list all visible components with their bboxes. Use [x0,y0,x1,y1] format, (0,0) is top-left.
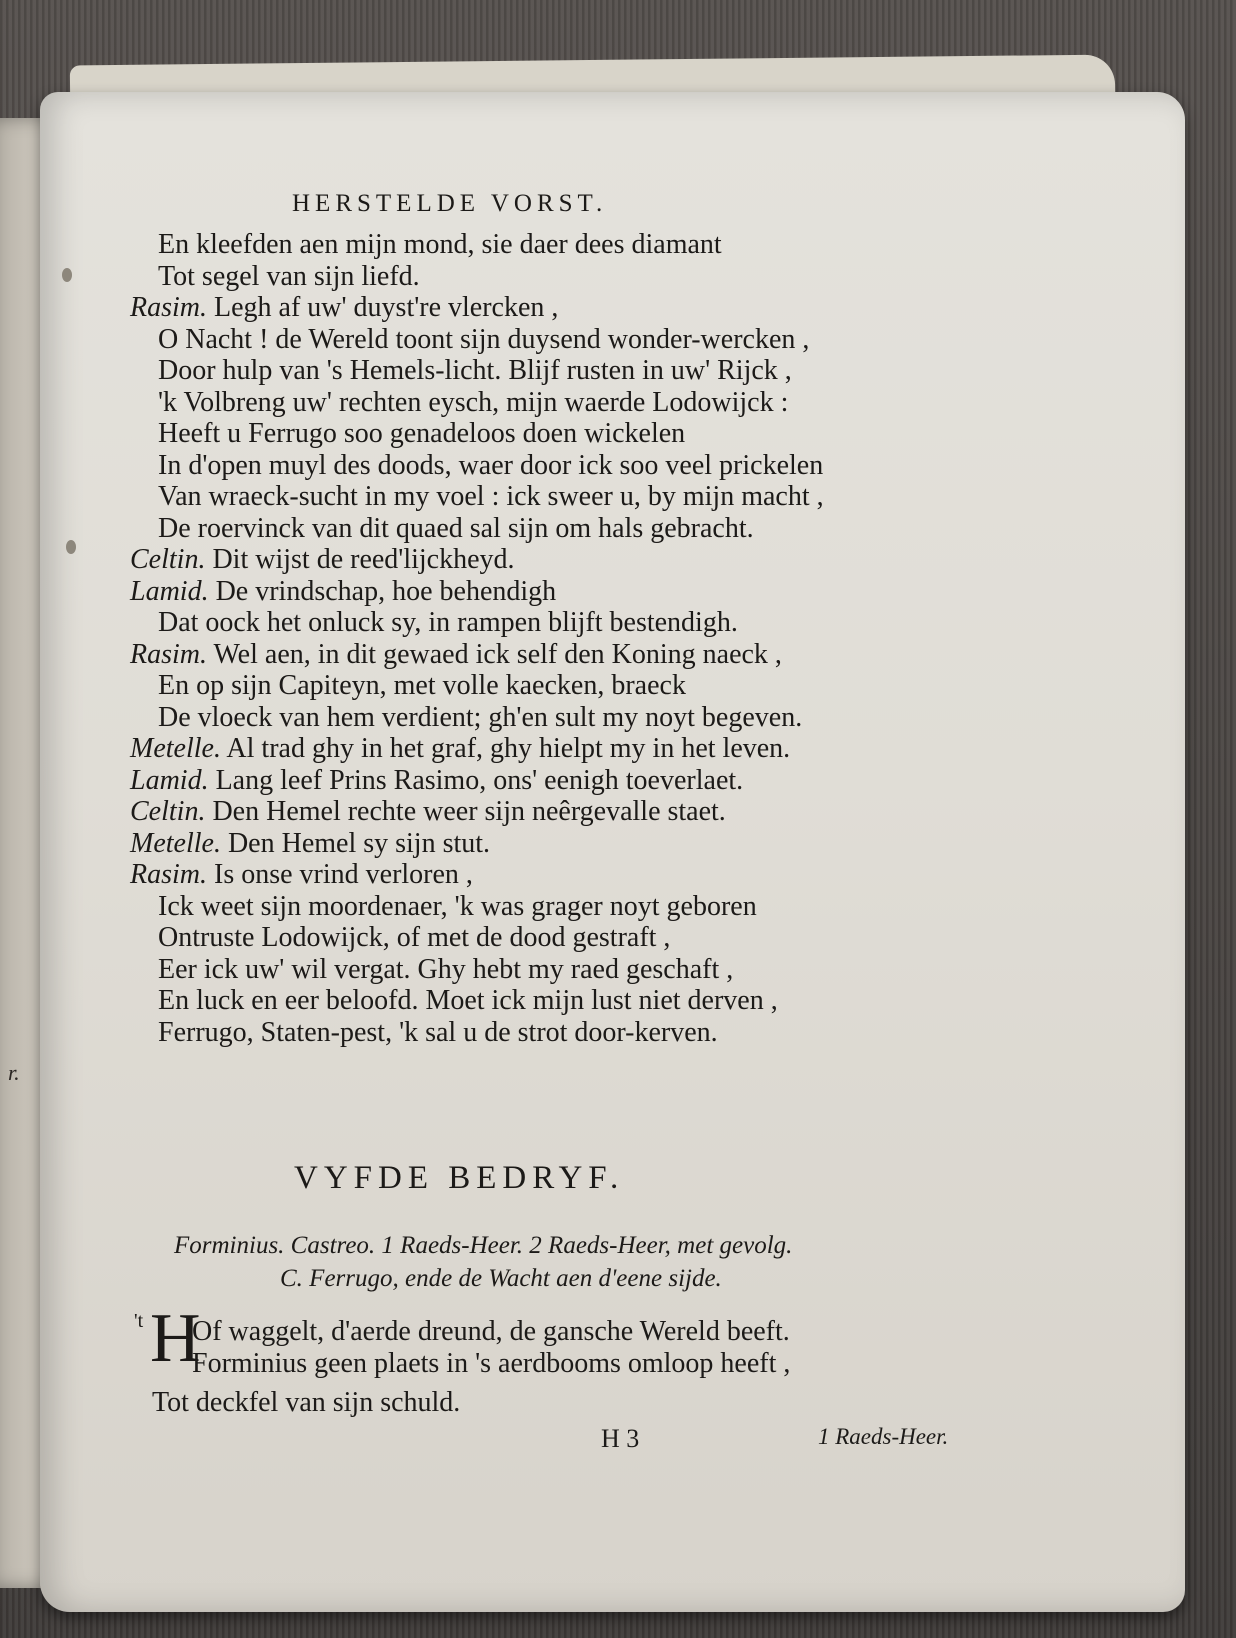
cast-list: Forminius. Castreo. 1 Raeds-Heer. 2 Raeds-Heer, met gevolg. [174,1232,793,1259]
verse-line: En kleefden aen mijn mond, sie daer dees diamant [158,229,722,260]
verse-line: Metelle. Al trad ghy in het graf, ghy hielpt my in het leven. [130,733,791,764]
speaker-name: Rasim. [130,638,207,670]
verse-line: Heeft u Ferrugo soo genadeloos doen wickelen [158,418,686,449]
verse-line: 'k Volbreng uw' rechten eysch, mijn waerde Lodowijck : [158,386,789,418]
verse-line: Metelle. Den Hemel sy sijn stut. [130,827,491,859]
verse-line: De roervinck van dit quaed sal sijn om hals gebracht. [158,512,754,544]
verse-line: En op sijn Capiteyn, met volle kaecken, braeck [158,670,686,701]
verse-line: De vloeck van hem verdient; gh'en sult my noyt begeven. [158,701,803,733]
verse-line: Van wraeck-sucht in my voel : ick sweer u, by mijn macht , [158,481,824,512]
verse-line: Ick weet sijn moordenaer, 'k was grager noyt geboren [158,890,757,922]
verse-line: Ontruste Lodowijck, of met de dood gestraft , [158,922,671,953]
left-page-fragment: r. [8,1060,20,1085]
speaker-name: Rasim. [130,292,207,323]
verse-line: Tot deckfel van sijn schuld. [152,1387,461,1418]
verse-line: Forminius geen plaets in 's aerdbooms omloop heeft , [192,1347,791,1379]
cast-list: C. Ferrugo, ende de Wacht aen d'eene sijde. [280,1265,722,1292]
verse-line: O Nacht ! de Wereld toont sijn duysend wonder-wercken , [158,323,810,355]
verse-line: Rasim. Legh af uw' duyst're vlercken , [130,292,559,323]
speaker-name: Lamid. [130,764,209,796]
speaker-name: Celtin. [130,796,206,827]
act-heading: VYFDE BEDRYF. [294,1160,625,1196]
drop-cap: H [150,1300,201,1377]
verse-line: Ferrugo, Staten-pest, 'k sal u de strot door-kerven. [158,1016,718,1048]
verse-line: Rasim. Wel aen, in dit gewaed ick self den Koning naeck , [130,638,782,670]
verse-line: Celtin. Den Hemel rechte weer sijn neêrgevalle staet. [130,796,726,827]
verse-line: In d'open muyl des doods, waer door ick soo veel prickelen [158,449,824,481]
speech-block [192,1316,790,1379]
verse-line: Door hulp van 's Hemels-licht. Blijf rusten in uw' Rijck , [158,355,792,386]
page-hole [66,540,76,554]
verse-line: Celtin. Dit wijst de reed'lijckheyd. [130,544,515,575]
speaker-name: Celtin. [130,544,206,575]
page-hole [62,268,72,282]
speaker-name: Rasim. [130,859,207,890]
speaker-name: Lamid. [130,575,209,607]
verse-line: En luck en eer beloofd. Moet ick mijn lust niet derven , [158,985,778,1016]
verse-line: Lamid. Lang leef Prins Rasimo, ons' eenigh toeverlaet. [130,764,744,796]
verse-line: Of waggelt, d'aerde dreund, de gansche Wereld beeft. [192,1316,790,1347]
verse-line: Lamid. De vrindschap, hoe behendigh [130,575,557,607]
verse-line: Rasim. Is onse vrind verloren , [130,859,473,890]
catchword: 1 Raeds-Heer. [818,1424,949,1449]
speaker-name: Metelle. [130,733,221,764]
signature-mark: H 3 [601,1424,640,1453]
speech-prefix: 't [134,1310,144,1332]
verse-line: Dat oock het onluck sy, in rampen blijft bestendigh. [158,607,738,638]
verse-line: Eer ick uw' wil vergat. Ghy hebt my raed geschaft , [158,953,734,985]
speaker-name: Metelle. [130,827,221,859]
verse-block [130,229,824,1048]
verse-line: Tot segel van sijn liefd. [158,260,420,292]
running-head: HERSTELDE VORST. [292,190,608,217]
